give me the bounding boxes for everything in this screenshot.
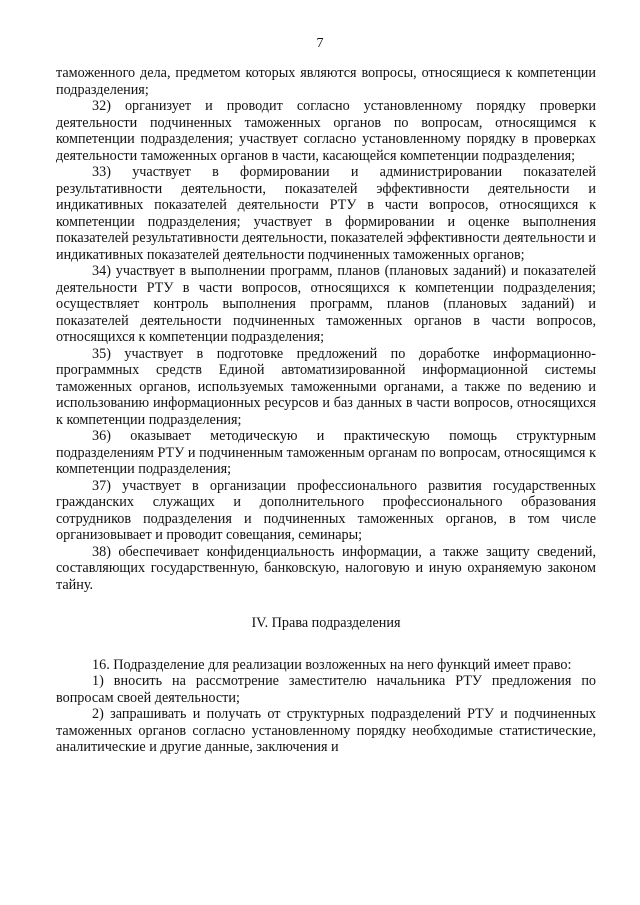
list-item-number: 33) <box>92 164 111 180</box>
rights-item-number: 1) <box>92 673 104 689</box>
list-item-35 <box>56 346 596 429</box>
list-item-text: участвует в формировании и администрировании показателей результативности деятельности, показателей эффективности деятельности и индикативных показателей деятельности РТУ в части вопросов, относящихся к компетенции подразделения; участвует в формировании и оценке выполнения показателей результативности деятельности, показателей эффективности деятельности и индикативных показателей деятельности подчиненных таможенных органов; <box>56 164 596 263</box>
list-item-32 <box>56 98 596 164</box>
page-number: 7 <box>316 36 324 51</box>
list-item-text: участвует в выполнении программ, планов (плановых заданий) и показателей деятельности РТУ в части вопросов, относящихся к компетенции подразделения; осуществляет контроль выполнения программ, планов (плановых заданий) и показателей деятельности подчиненных таможенных органов в части вопросов, относящихся к компетенции подразделения; <box>56 263 597 345</box>
list-item-text: участвует в организации профессионального развития государственных гражданских служащих и дополнительного профессионального образования сотрудников подразделения и подчиненных таможенных органов, в том числе организовывает и проводит совещания, семинары; <box>56 477 596 543</box>
rights-item-number: 2) <box>92 706 104 722</box>
list-item-33 <box>56 164 596 263</box>
list-item-number: 36) <box>92 428 111 444</box>
list-item-text: обеспечивает конфиденциальность информации, а также защиту сведений, составляющих государственную, банковскую, налоговую и иную охраняемую законом тайну. <box>56 543 596 593</box>
list-item-number: 38) <box>92 543 111 560</box>
section-intro <box>56 657 596 674</box>
section-intro-number: 16. <box>92 656 110 673</box>
list-item-number: 34) <box>92 263 111 279</box>
list-item-number: 37) <box>92 477 111 494</box>
section-intro-text: Подразделение для реализации возложенных на него функций имеет право: <box>113 656 572 673</box>
intro-continuation-text: таможенного дела, предметом которых являются вопросы, относящиеся к компетенции подразделения; <box>56 65 596 98</box>
list-item-text: участвует в подготовке предложений по доработке информационно-программных средств Единой автоматизированной информационной системы таможенных органов, используемых таможенными органами, а также по ведению и использованию информационных ресурсов и баз данных в части вопросов, относящихся к компетенции подразделения; <box>56 345 596 428</box>
rights-item-2 <box>56 706 596 756</box>
document-body <box>56 65 596 756</box>
list-item-36 <box>56 428 596 478</box>
list-item-34 <box>56 263 596 346</box>
list-item-number: 35) <box>92 345 111 362</box>
rights-item-1 <box>56 673 596 706</box>
list-item-text: оказывает методическую и практическую помощь структурным подразделениям РТУ и подчиненным таможенным органам по вопросам, относящимся к компетенции подразделения; <box>56 428 596 477</box>
list-item-38 <box>56 544 596 594</box>
rights-item-text: запрашивать и получать от структурных подразделений РТУ и подчиненных таможенных органов согласно установленному порядку необходимые статистические, аналитические и другие данные, заключения и <box>56 706 596 755</box>
list-item-number: 32) <box>92 98 111 114</box>
intro-continuation <box>56 65 596 98</box>
list-item-text: организует и проводит согласно установленному порядку проверки деятельности подчиненных таможенных органов по вопросам, относящимся к компетенции подразделения; участвует согласно установленному порядку в проверках деятельности таможенных органов в части, касающейся компетенции подразделения; <box>56 98 596 164</box>
rights-item-text: вносить на рассмотрение заместителю начальника РТУ предложения по вопросам своей деятельности; <box>56 673 597 706</box>
section-heading: IV. Права подразделения <box>251 615 401 631</box>
list-item-37 <box>56 478 596 544</box>
